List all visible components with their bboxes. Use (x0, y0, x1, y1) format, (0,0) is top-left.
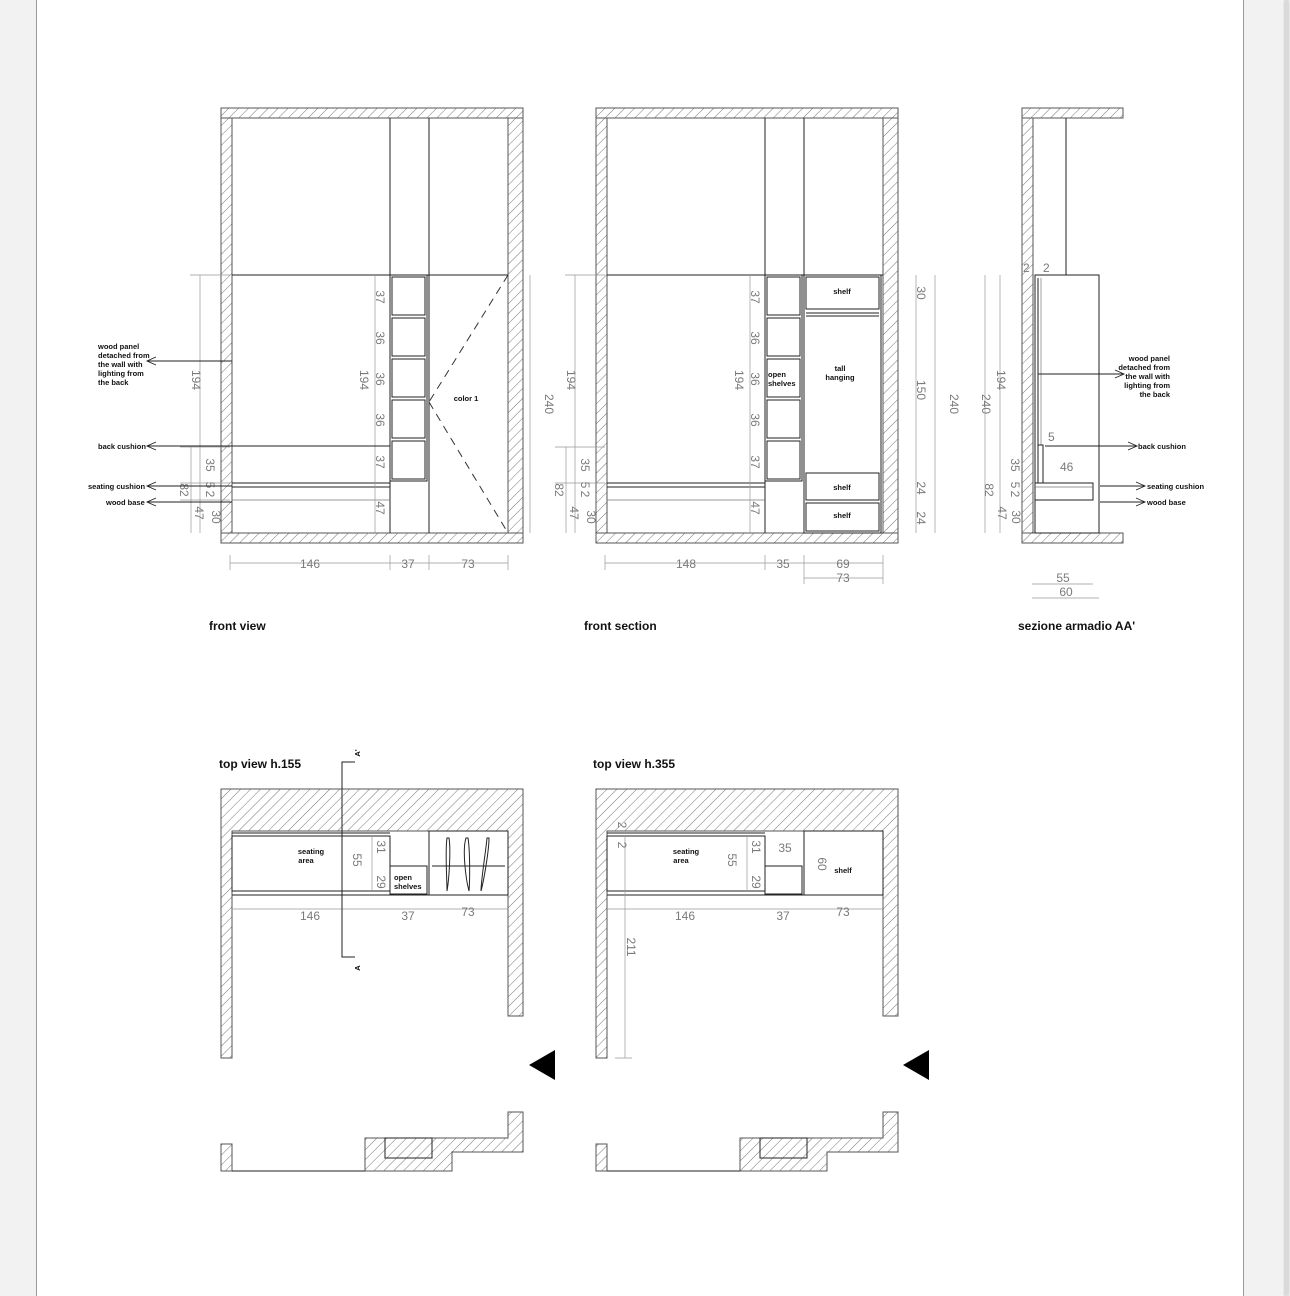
dim-73: 73 (461, 557, 475, 571)
t1-seating-1: seating (297, 847, 325, 856)
fs-hanging-2: hanging (825, 373, 855, 382)
note-back-cushion: back cushion (98, 442, 146, 451)
front-view-dimensions (177, 275, 556, 571)
right-wall (508, 118, 523, 543)
note-wood-base: wood base (106, 498, 145, 507)
fs-dim-148: 148 (675, 557, 697, 571)
color-label: color 1 (453, 394, 479, 403)
front-view (88, 108, 556, 633)
t2-dim-31: 31 (749, 840, 763, 854)
fs-open-label-1: open (768, 370, 786, 379)
sa-dim-30: 30 (1009, 510, 1023, 524)
fs-dim-37a: 37 (748, 290, 762, 304)
sa-floor-slab (1022, 533, 1123, 543)
fs-dim-2: 2 (578, 490, 592, 498)
fs-dim-r30: 30 (914, 286, 928, 300)
wardrobe-door (429, 275, 508, 533)
fs-dim-r24a: 24 (914, 481, 928, 495)
note-seating-cushion: seating cushion (88, 482, 146, 491)
fs-dim-36b: 36 (748, 372, 762, 386)
t2-open-shelves (765, 866, 802, 894)
top-view-155 (219, 749, 555, 1171)
sa-seat (1035, 483, 1093, 500)
fs-dim-r24b: 24 (914, 511, 928, 525)
north-arrow-icon (529, 1050, 555, 1080)
fs-dim-194-shelves: 194 (732, 369, 746, 391)
t2-shelf-label: shelf (834, 866, 852, 875)
t1-dim-146: 146 (299, 909, 321, 923)
sa-ceiling-slab (1022, 108, 1123, 118)
fs-dim-r150: 150 (914, 379, 928, 401)
sa-note-5: the back (1139, 390, 1170, 399)
t1-dim-31: 31 (374, 840, 388, 854)
t1-corner-wall (221, 1144, 232, 1171)
dim-37: 37 (401, 557, 415, 571)
dim-146: 146 (299, 557, 321, 571)
sa-dim-46: 46 (1060, 460, 1074, 474)
t2-dimensions (607, 822, 883, 1058)
note-wood-panel-4: lighting from (98, 369, 144, 378)
fs-ceiling-slab (596, 108, 898, 118)
dim-36b: 36 (373, 372, 387, 386)
t2-dim-211: 211 (624, 937, 638, 957)
t1-dim-73: 73 (461, 905, 475, 919)
t1-open-1: open (394, 873, 412, 882)
title-front-view: front view (209, 619, 266, 633)
fs-shelf-mid: shelf (833, 483, 851, 492)
fs-dim-35: 35 (578, 458, 592, 472)
dim-5: 5 (203, 481, 217, 489)
sa-dim-194: 194 (994, 369, 1008, 391)
seat-front (232, 483, 390, 500)
front-section (552, 108, 961, 633)
t1-dim-55: 55 (350, 853, 364, 867)
sa-dim-60: 60 (1059, 585, 1073, 599)
t2-dim-55: 55 (725, 853, 739, 867)
t1-front-wall (365, 1112, 523, 1171)
sa-dim-5v: 5 (1008, 481, 1022, 489)
fs-shelf-top: shelf (833, 287, 851, 296)
note-wood-panel-1: wood panel (98, 342, 140, 351)
sa-dim-2a: 2 (1023, 261, 1030, 275)
note-wood-panel-5: the back (98, 378, 129, 387)
t1-hangers (446, 838, 489, 891)
t2-dim-2a: 2 (615, 821, 629, 829)
sa-dim-2v: 2 (1008, 490, 1022, 498)
section-aa (979, 108, 1205, 633)
fs-dim-194-left: 194 (564, 369, 578, 391)
dim-35: 35 (203, 458, 217, 472)
sa-note-wood-base: wood base (1147, 498, 1186, 507)
fs-dim-73: 73 (836, 571, 850, 585)
sa-note-2: detached from (1118, 363, 1170, 372)
fs-dim-37b: 37 (748, 455, 762, 469)
dim-194-left: 194 (189, 369, 203, 391)
floor-slab (221, 533, 523, 543)
fs-left-wall (596, 118, 607, 543)
fs-shelf-bottom: shelf (833, 511, 851, 520)
title-top-155: top view h.155 (219, 757, 302, 771)
dim-194-shelves: 194 (357, 369, 371, 391)
dim-2: 2 (203, 490, 217, 498)
fs-hanging-1: tall (834, 364, 846, 373)
open-shelves-front (390, 275, 427, 481)
t1-dim-37: 37 (401, 909, 415, 923)
sa-wardrobe (1035, 275, 1099, 533)
fs-seat (607, 483, 765, 500)
fs-dim-82: 82 (552, 483, 566, 497)
fs-dim-47-right: 47 (748, 501, 762, 515)
dim-30: 30 (209, 510, 223, 524)
sa-dim-5: 5 (1048, 430, 1055, 444)
title-front-section: front section (584, 619, 657, 633)
dim-47-left: 47 (192, 506, 206, 520)
top-view-355 (593, 757, 929, 1171)
sa-dim-240: 240 (979, 393, 993, 415)
t2-dim-2b: 2 (615, 841, 629, 849)
dim-240: 240 (542, 393, 556, 415)
sa-note-seating-cushion: seating cushion (1147, 482, 1205, 491)
sa-dim-47: 47 (995, 506, 1009, 520)
dim-82: 82 (177, 483, 191, 497)
section-aa-annotations (1038, 354, 1205, 507)
t2-back-wall (596, 789, 898, 1058)
sa-dim-35: 35 (1008, 458, 1022, 472)
fs-dim-47-left: 47 (567, 506, 581, 520)
t2-dim-146: 146 (674, 909, 696, 923)
dim-47-right: 47 (373, 501, 387, 515)
t2-dim-35: 35 (778, 841, 792, 855)
t2-seating-1: seating (672, 847, 700, 856)
t2-dim-37: 37 (776, 909, 790, 923)
sa-dim-55: 55 (1056, 571, 1070, 585)
t2-dim-60: 60 (815, 857, 829, 871)
left-wall (221, 118, 232, 543)
t2-dim-29: 29 (749, 875, 763, 889)
fs-wardrobe-interior (804, 275, 881, 533)
fs-right-wall (883, 118, 898, 543)
t2-front-wall (740, 1112, 898, 1171)
sa-note-4: lighting from (1124, 381, 1170, 390)
sa-note-1: wood panel (1128, 354, 1170, 363)
dim-37a: 37 (373, 290, 387, 304)
front-view-annotations (88, 342, 390, 507)
t2-dim-73: 73 (836, 905, 850, 919)
fs-dim-36a: 36 (748, 331, 762, 345)
fs-floor-slab (596, 533, 898, 543)
sa-note-back-cushion: back cushion (1138, 442, 1186, 451)
title-section-aa: sezione armadio AA' (1018, 619, 1136, 633)
section-mark-a-prime: A' (353, 749, 362, 757)
fs-dim-69: 69 (836, 557, 850, 571)
dim-36c: 36 (373, 413, 387, 427)
sa-dim-2b: 2 (1043, 261, 1050, 275)
title-top-355: top view h.355 (593, 757, 676, 771)
section-aa-dimensions (979, 261, 1099, 599)
fs-dim-36c: 36 (748, 413, 762, 427)
fs-open-shelves (765, 275, 802, 481)
fs-open-label-2: shelves (768, 379, 796, 388)
north-arrow-icon-2 (903, 1050, 929, 1080)
fs-dim-30: 30 (584, 510, 598, 524)
fs-dim-240: 240 (947, 393, 961, 415)
t2-corner-wall (596, 1144, 607, 1171)
sa-dim-82: 82 (982, 483, 996, 497)
dim-36a: 36 (373, 331, 387, 345)
sa-note-3: the wall with (1125, 372, 1170, 381)
section-mark-a: A (353, 965, 362, 971)
t2-seating-2: area (673, 856, 689, 865)
fs-dim-35: 35 (776, 557, 790, 571)
sa-wall (1022, 118, 1033, 543)
t1-back-wall (221, 789, 523, 1058)
t1-dim-29: 29 (374, 875, 388, 889)
note-wood-panel-3: the wall with (98, 360, 143, 369)
dim-37b: 37 (373, 455, 387, 469)
ceiling-slab (221, 108, 523, 118)
note-wood-panel-2: detached from (98, 351, 150, 360)
t1-seating-2: area (298, 856, 314, 865)
t1-open-2: shelves (394, 882, 422, 891)
fs-dim-5: 5 (578, 481, 592, 489)
